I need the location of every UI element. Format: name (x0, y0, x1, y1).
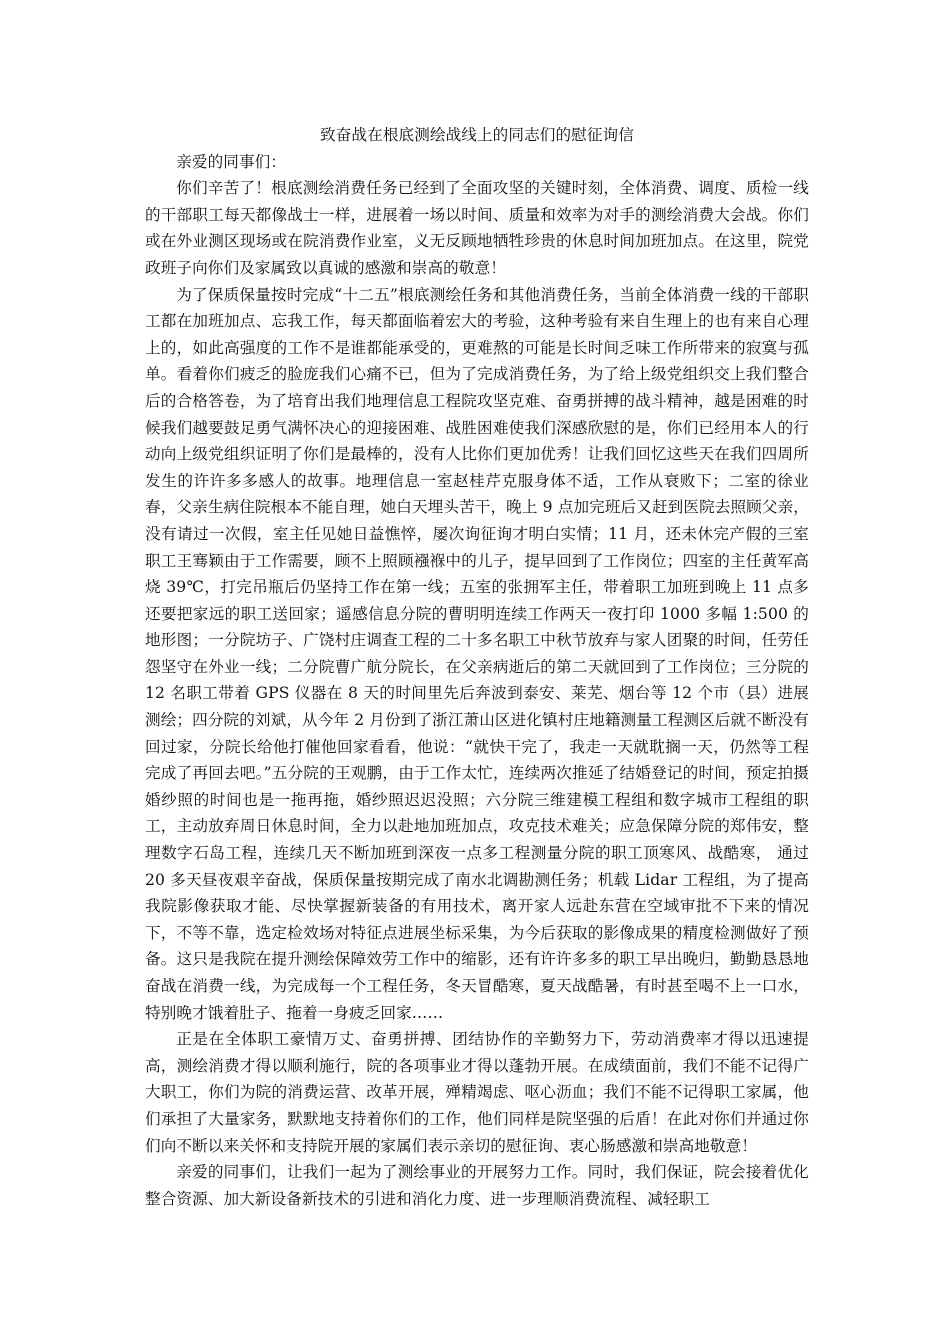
paragraph-4: 亲爱的同事们，让我们一起为了测绘事业的开展努力工作。同时，我们保证，院会接着优化整合资源、加大新设备新技术的引进和消化力度、进一步理顺消费流程、减轻职工 (145, 1163, 809, 1208)
salutation: 亲爱的同事们： (176, 152, 287, 171)
document-title: 致奋战在根底测绘战线上的同志们的慰征询信 (320, 126, 634, 144)
paragraph-3: 正是在全体职工豪情万丈、奋勇拼搏、团结协作的辛勤努力下，劳动消费率才得以迅速提高，测绘消费才得以顺利施行，院的各项事业才得以蓬勃开展。在成绩面前，我们不能不记得广大职工，你们为院的消费运营、改革开展，殚精竭虑、呕心沥血；我们不能不记得职工家属，他们承担了大量家务，默默地支持着你们的工作，他们同样是院坚强的后盾！在此对你们并通过你们向不断以来关怀和支持院开展的家属们表示亲切的慰征询、衷心肠感激和崇高地敬意！ (145, 1030, 809, 1155)
paragraph-1: 你们辛苦了！根底测绘消费任务已经到了全面攻坚的关键时刻，全体消费、调度、质检一线的干部职工每天都像战士一样，进展着一场以时间、质量和效率为对手的测绘消费大会战。你们或在外业测区现场或在院消费作业室，义无反顾地牺牲珍贵的休息时间加班加点。在这里，院党政班子向你们及家属致以真诚的感激和崇高的敬意！ (145, 179, 809, 277)
paragraph-2: 为了保质保量按时完成“十二五”根底测绘任务和其他消费任务，当前全体消费一线的干部职工都在加班加点、忘我工作，每天都面临着宏大的考验，这种考验有来自生理上的也有来自心理上的，如此高强度的工作不是谁都能承受的，更难熬的可能是长时间乏味工作所带来的寂寞与孤单。看着你们疲乏的脸庞我们心痛不已，但为了完成消费任务，为了给上级党组织交上我们整合后的合格答卷，为了培育出我们地理信息工程院攻坚克难、奋勇拼搏的战斗精神，越是困难的时候我们越要鼓足勇气满怀决心的迎接困难、战胜困难使我们深感欣慰的是，你们已经用本人的行动向上级党组织证明了你们是最棒的，没有人比你们更加优秀！让我们回忆这些天在我们四周所发生的许许多多感人的故事。地理信息一室赵桂芹克服身体不适，工作从衰败下；二室的徐业春，父亲生病住院根本不能自理，她白天埋头苦干，晚上 9 点加完班后又赶到医院去照顾父亲，没有请过一次假，室主任见她日益憔悴，屡次询征询才明白实情；11 月，还未休完产假的三室职工王骞颖由于工作需要，顾不上照顾襁褓中的儿子，提早回到了工作岗位；四室的主任黄军高烧 39℃，打完吊瓶后仍坚持工作在第一线；五室的张拥军主任，带着职工加班到晚上 11 点多还要把家远的职工送回家；遥感信息分院的曹明明连续工作两天一夜打印 1000 多幅 1:500 的地形图；一分院坊子、广饶村庄调查工程的二十多名职工中秋节放弃与家人团聚的时间，任劳任怨坚守在外业一线；二分院曹广航分院长，在父亲病逝后的第二天就回到了工作岗位；三分院的 12 名职工带着 GPS 仪器在 8 天的时间里先后奔波到泰安、莱芜、烟台等 12 个市（县）进展测绘；四分院的刘斌，从今年 2 月份到了浙江萧山区进化镇村庄地籍测量工程测区后就不断没有回过家，分院长给他打催他回家看看，他说：“就快干完了，我走一天就耽搁一天，仍然等工程完成了再回去吧。”五分院的王观鹏，由于工作太忙，连续两次推延了结婚登记的时间，预定拍摄婚纱照的时间也是一拖再拖，婚纱照迟迟没照；六分院三维建模工程组和数字城市工程组的职工，主动放弃周日休息时间，全力以赴地加班加点，攻克技术难关；应急保障分院的郑伟安，整理数字石岛工程，连续几天不断加班到深夜一点多工程测量分院的职工顶寒风、战酷寒， 通过 20 多天昼夜艰辛奋战，保质保量按期完成了南水北调勘测任务；机载 Lidar 工程组，为了提高我院影像获取才能、尽快掌握新装备的有用技术，离开家人远赴东营在空域审批不下来的情况下，不等不靠，选定检效场对特征点进展坐标采集，为今后获取的影像成果的精度检测做好了预备。这只是我院在提升测绘保障效劳工作中的缩影，还有许许多多的职工早出晚归，勤勤恳恳地奋战在消费一线，为完成每一个工程任务，冬天冒酷寒，夏天战酷暑，有时甚至喝不上一口水，特别晚才饿着肚子、拖着一身疲乏回家…… (145, 285, 809, 1022)
document-page (145, 122, 809, 1212)
